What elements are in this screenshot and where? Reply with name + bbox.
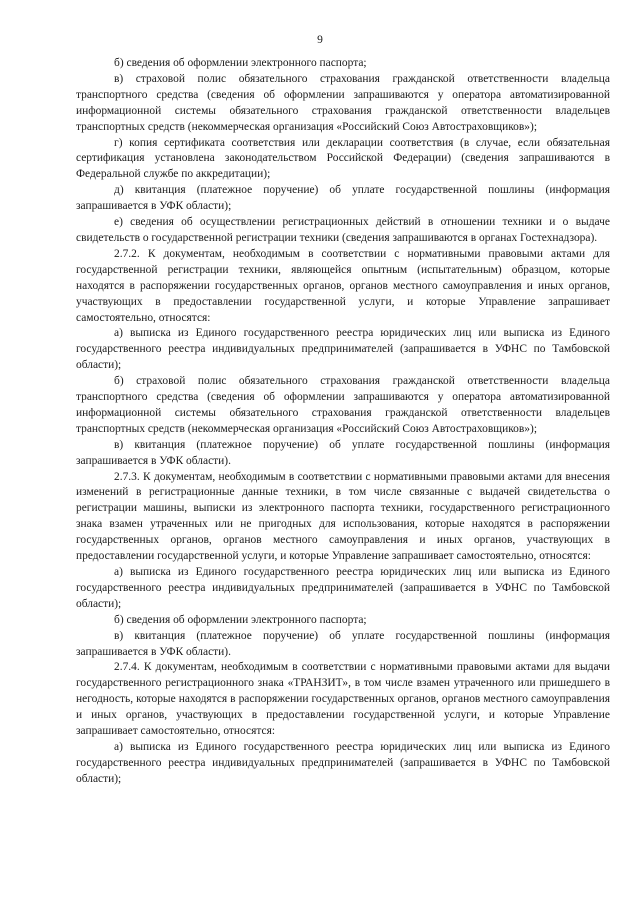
paragraph: в) квитанция (платежное поручение) об уплате государственной пошлины (информация запрашивается в УФК области). xyxy=(76,629,610,658)
paragraph: а) выписка из Единого государственного реестра юридических лиц или выписка из Единого государственного реестра индивидуальных предпринимателей (запрашивается в УФНС по Тамбовской области); xyxy=(76,327,610,372)
paragraph: 2.7.4. К документам, необходимым в соответствии с нормативными правовыми актами для выдачи государственного регистрационного знака «ТРАНЗИТ», в том числе взамен утраченного или пришедшего в негодность, которые находятся в распоряжении государственных органов, органов местного самоуправления и иных органов, участвующих в предоставлении государственной услуги, и которые Управление запрашивает самостоятельно, относятся: xyxy=(76,661,610,738)
paragraph: 2.7.3. К документам, необходимым в соответствии с нормативными правовыми актами для внесения изменений в регистрационные данные техники, в том числе связанные с выдачей свидетельства о регистрации машины, выписки из электронного паспорта техники, государственного регистрационного знака взамен утраченных или не пригодных для использования, которые находятся в распоряжении государственных органов, органов местного самоуправления и иных органов, участвующих в предоставлении государственной услуги, и которые Управление запрашивает самостоятельно, относятся: xyxy=(76,470,610,563)
document-body xyxy=(76,56,610,788)
paragraph: б) сведения об оформлении электронного паспорта; xyxy=(114,613,367,626)
paragraph: д) квитанция (платежное поручение) об уплате государственной пошлины (информация запрашивается в УФК области); xyxy=(76,184,610,213)
paragraph: в) квитанция (платежное поручение) об уплате государственной пошлины (информация запрашивается в УФК области). xyxy=(76,438,610,467)
paragraph: б) сведения об оформлении электронного паспорта; xyxy=(114,57,367,69)
paragraph: а) выписка из Единого государственного реестра юридических лиц или выписка из Единого государственного реестра индивидуальных предпринимателей (запрашивается в УФНС по Тамбовской области); xyxy=(76,566,610,610)
paragraph: в) страховой полис обязательного страхования гражданской ответственности владельца транспортного средства (сведения об оформлении запрашиваются у оператора автоматизированной информационной системы обязательного страхования гражданской ответственности владельцев транспортных средств (некоммерческая организация «Российский Союз Автостраховщиков»); xyxy=(76,72,610,133)
paragraph: а) выписка из Единого государственного реестра юридических лиц или выписка из Единого государственного реестра индивидуальных предпринимателей (запрашивается в УФНС по Тамбовской области); xyxy=(76,740,610,785)
paragraph: г) копия сертификата соответствия или декларации соответствия (в случае, если обязательная сертификация установлена законодательством Российской Федерации) (сведения запрашиваются в Федеральной службе по аккредитации); xyxy=(76,136,610,181)
paragraph: б) страховой полис обязательного страхования гражданской ответственности владельца транспортного средства (сведения об оформлении запрашиваются у оператора автоматизированной информационной системы обязательного страхования гражданской ответственности владельцев транспортных средств (некоммерческая организация «Российский Союз Автостраховщиков»); xyxy=(76,375,610,435)
page-number: 9 xyxy=(317,34,323,46)
paragraph: е) сведения об осуществлении регистрационных действий в отношении техники и о выдаче свидетельств о государственной регистрации техники (сведения запрашиваются в органах Гостехнадзора). xyxy=(76,216,610,244)
paragraph: 2.7.2. К документам, необходимым в соответствии с нормативными правовыми актами для государственной регистрации техники, являющейся опытным (испытательным) образцом, которые находятся в распоряжении государственных органов, органов местного самоуправления и иных органов, участвующих в предоставлении государственной услуги, и которые Управление запрашивает самостоятельно, относятся: xyxy=(76,247,610,324)
